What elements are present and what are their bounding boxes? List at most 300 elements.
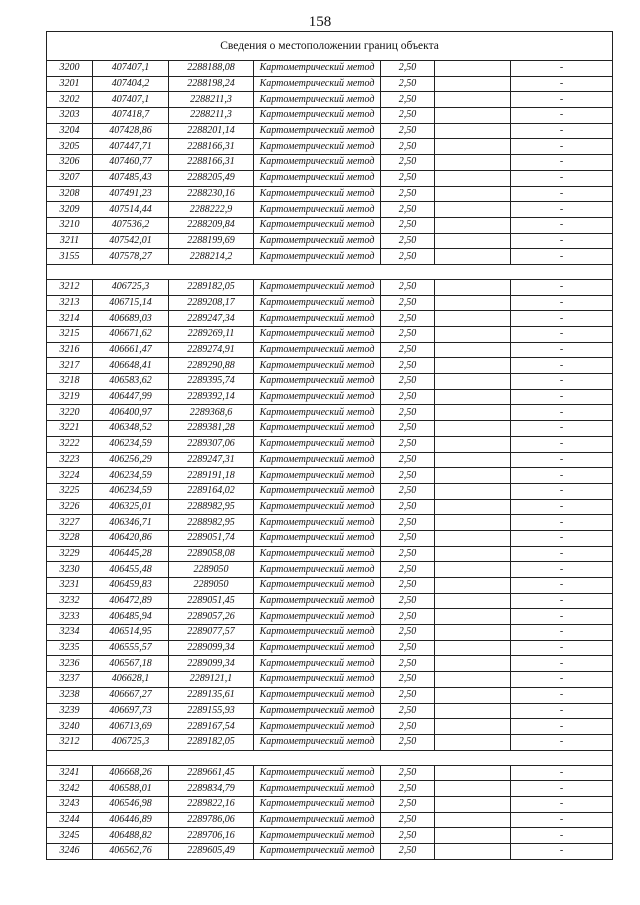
table-row [47, 578, 613, 594]
method-cell: Картометрический метод [254, 374, 381, 390]
y-coordinate-cell: 2288222,9 [169, 202, 254, 218]
extra-info-cell [435, 625, 511, 641]
table-row [47, 233, 613, 249]
note-cell: - [511, 625, 613, 641]
point-number-cell: 3217 [47, 358, 93, 374]
method-cell: Картометрический метод [254, 844, 381, 860]
point-number-cell: 3226 [47, 499, 93, 515]
method-cell: Картометрический метод [254, 703, 381, 719]
note-cell: - [511, 578, 613, 594]
y-coordinate-cell: 2289822,16 [169, 796, 254, 812]
method-cell: Картометрический метод [254, 609, 381, 625]
x-coordinate-cell: 406459,83 [93, 578, 169, 594]
accuracy-cell: 2,50 [381, 327, 435, 343]
point-number-cell: 3240 [47, 719, 93, 735]
table-row [47, 249, 613, 265]
method-cell: Картометрический метод [254, 139, 381, 155]
point-number-cell: 3228 [47, 530, 93, 546]
y-coordinate-cell: 2288198,24 [169, 76, 254, 92]
method-cell: Картометрический метод [254, 640, 381, 656]
extra-info-cell [435, 499, 511, 515]
accuracy-cell: 2,50 [381, 640, 435, 656]
note-cell: - [511, 123, 613, 139]
y-coordinate-cell: 2289605,49 [169, 844, 254, 860]
table-row [47, 374, 613, 390]
method-cell: Картометрический метод [254, 202, 381, 218]
extra-info-cell [435, 374, 511, 390]
accuracy-cell: 2,50 [381, 279, 435, 295]
point-number-cell: 3233 [47, 609, 93, 625]
x-coordinate-cell: 406562,76 [93, 844, 169, 860]
y-coordinate-cell: 2289269,11 [169, 327, 254, 343]
accuracy-cell: 2,50 [381, 358, 435, 374]
accuracy-cell: 2,50 [381, 483, 435, 499]
accuracy-cell: 2,50 [381, 734, 435, 750]
point-number-cell: 3230 [47, 562, 93, 578]
extra-info-cell [435, 515, 511, 531]
accuracy-cell: 2,50 [381, 468, 435, 484]
y-coordinate-cell: 2288166,31 [169, 155, 254, 171]
x-coordinate-cell: 406567,18 [93, 656, 169, 672]
note-cell: - [511, 844, 613, 860]
x-coordinate-cell: 406472,89 [93, 593, 169, 609]
extra-info-cell [435, 233, 511, 249]
x-coordinate-cell: 406661,47 [93, 342, 169, 358]
accuracy-cell: 2,50 [381, 436, 435, 452]
accuracy-cell: 2,50 [381, 844, 435, 860]
note-cell: - [511, 562, 613, 578]
point-number-cell: 3223 [47, 452, 93, 468]
method-cell: Картометрический метод [254, 327, 381, 343]
method-cell: Картометрический метод [254, 796, 381, 812]
extra-info-cell [435, 578, 511, 594]
extra-info-cell [435, 719, 511, 735]
y-coordinate-cell: 2289247,34 [169, 311, 254, 327]
y-coordinate-cell: 2288209,84 [169, 217, 254, 233]
y-coordinate-cell: 2288214,2 [169, 249, 254, 265]
table-row [47, 828, 613, 844]
note-cell: - [511, 202, 613, 218]
accuracy-cell: 2,50 [381, 249, 435, 265]
y-coordinate-cell: 2289381,28 [169, 421, 254, 437]
method-cell: Картометрический метод [254, 61, 381, 77]
extra-info-cell [435, 844, 511, 860]
point-number-cell: 3245 [47, 828, 93, 844]
y-coordinate-cell: 2289050 [169, 562, 254, 578]
accuracy-cell: 2,50 [381, 170, 435, 186]
method-cell: Картометрический метод [254, 562, 381, 578]
method-cell: Картометрический метод [254, 295, 381, 311]
group-separator [47, 264, 613, 279]
y-coordinate-cell: 2288166,31 [169, 139, 254, 155]
point-number-cell: 3239 [47, 703, 93, 719]
method-cell: Картометрический метод [254, 719, 381, 735]
accuracy-cell: 2,50 [381, 139, 435, 155]
point-number-cell: 3218 [47, 374, 93, 390]
accuracy-cell: 2,50 [381, 389, 435, 405]
x-coordinate-cell: 406400,97 [93, 405, 169, 421]
method-cell: Картометрический метод [254, 499, 381, 515]
note-cell: - [511, 61, 613, 77]
method-cell: Картометрический метод [254, 578, 381, 594]
x-coordinate-cell: 406713,69 [93, 719, 169, 735]
note-cell: - [511, 295, 613, 311]
y-coordinate-cell: 2289050 [169, 578, 254, 594]
point-number-cell: 3208 [47, 186, 93, 202]
y-coordinate-cell: 2289368,6 [169, 405, 254, 421]
point-number-cell: 3222 [47, 436, 93, 452]
boundary-coordinates-table [46, 31, 613, 860]
accuracy-cell: 2,50 [381, 202, 435, 218]
note-cell: - [511, 828, 613, 844]
accuracy-cell: 2,50 [381, 123, 435, 139]
method-cell: Картометрический метод [254, 468, 381, 484]
accuracy-cell: 2,50 [381, 719, 435, 735]
accuracy-cell: 2,50 [381, 781, 435, 797]
extra-info-cell [435, 279, 511, 295]
accuracy-cell: 2,50 [381, 703, 435, 719]
extra-info-cell [435, 249, 511, 265]
y-coordinate-cell: 2288205,49 [169, 170, 254, 186]
x-coordinate-cell: 407460,77 [93, 155, 169, 171]
extra-info-cell [435, 76, 511, 92]
accuracy-cell: 2,50 [381, 765, 435, 781]
x-coordinate-cell: 406485,94 [93, 609, 169, 625]
extra-info-cell [435, 452, 511, 468]
accuracy-cell: 2,50 [381, 421, 435, 437]
method-cell: Картометрический метод [254, 483, 381, 499]
extra-info-cell [435, 436, 511, 452]
y-coordinate-cell: 2288982,95 [169, 499, 254, 515]
point-number-cell: 3201 [47, 76, 93, 92]
note-cell: - [511, 170, 613, 186]
extra-info-cell [435, 593, 511, 609]
x-coordinate-cell: 407491,23 [93, 186, 169, 202]
note-cell: - [511, 249, 613, 265]
note-cell: - [511, 796, 613, 812]
extra-info-cell [435, 139, 511, 155]
x-coordinate-cell: 407485,43 [93, 170, 169, 186]
y-coordinate-cell: 2289057,26 [169, 609, 254, 625]
x-coordinate-cell: 407404,2 [93, 76, 169, 92]
method-cell: Картометрический метод [254, 515, 381, 531]
point-number-cell: 3225 [47, 483, 93, 499]
note-cell: - [511, 530, 613, 546]
extra-info-cell [435, 656, 511, 672]
note-cell: - [511, 609, 613, 625]
table-row [47, 170, 613, 186]
y-coordinate-cell: 2288211,3 [169, 92, 254, 108]
method-cell: Картометрический метод [254, 405, 381, 421]
point-number-cell: 3215 [47, 327, 93, 343]
y-coordinate-cell: 2289182,05 [169, 734, 254, 750]
x-coordinate-cell: 407542,01 [93, 233, 169, 249]
x-coordinate-cell: 406348,52 [93, 421, 169, 437]
extra-info-cell [435, 123, 511, 139]
note-cell: - [511, 405, 613, 421]
method-cell: Картометрический метод [254, 249, 381, 265]
y-coordinate-cell: 2289099,34 [169, 656, 254, 672]
table-row [47, 781, 613, 797]
table-row [47, 687, 613, 703]
x-coordinate-cell: 406555,57 [93, 640, 169, 656]
table-title-row [47, 32, 613, 61]
note-cell: - [511, 703, 613, 719]
note-cell: - [511, 656, 613, 672]
note-cell: - [511, 546, 613, 562]
y-coordinate-cell: 2288230,16 [169, 186, 254, 202]
y-coordinate-cell: 2289099,34 [169, 640, 254, 656]
method-cell: Картометрический метод [254, 358, 381, 374]
table-row [47, 92, 613, 108]
x-coordinate-cell: 406725,3 [93, 279, 169, 295]
accuracy-cell: 2,50 [381, 593, 435, 609]
x-coordinate-cell: 407407,1 [93, 92, 169, 108]
accuracy-cell: 2,50 [381, 515, 435, 531]
accuracy-cell: 2,50 [381, 625, 435, 641]
note-cell: - [511, 217, 613, 233]
point-number-cell: 3236 [47, 656, 93, 672]
y-coordinate-cell: 2288211,3 [169, 108, 254, 124]
method-cell: Картометрический метод [254, 436, 381, 452]
table-row [47, 311, 613, 327]
table-row [47, 295, 613, 311]
method-cell: Картометрический метод [254, 765, 381, 781]
y-coordinate-cell: 2289290,88 [169, 358, 254, 374]
table-row [47, 217, 613, 233]
table-row [47, 656, 613, 672]
point-number-cell: 3206 [47, 155, 93, 171]
method-cell: Картометрический метод [254, 217, 381, 233]
note-cell: - [511, 421, 613, 437]
y-coordinate-cell: 2289051,74 [169, 530, 254, 546]
extra-info-cell [435, 92, 511, 108]
y-coordinate-cell: 2289167,54 [169, 719, 254, 735]
accuracy-cell: 2,50 [381, 672, 435, 688]
accuracy-cell: 2,50 [381, 578, 435, 594]
accuracy-cell: 2,50 [381, 405, 435, 421]
accuracy-cell: 2,50 [381, 233, 435, 249]
point-number-cell: 3227 [47, 515, 93, 531]
accuracy-cell: 2,50 [381, 828, 435, 844]
x-coordinate-cell: 406689,03 [93, 311, 169, 327]
separator-cell [47, 750, 613, 765]
table-row [47, 123, 613, 139]
note-cell: - [511, 311, 613, 327]
extra-info-cell [435, 609, 511, 625]
point-number-cell: 3232 [47, 593, 93, 609]
point-number-cell: 3224 [47, 468, 93, 484]
accuracy-cell: 2,50 [381, 796, 435, 812]
x-coordinate-cell: 406715,14 [93, 295, 169, 311]
note-cell: - [511, 342, 613, 358]
note-cell: - [511, 640, 613, 656]
note-cell: - [511, 139, 613, 155]
note-cell: - [511, 436, 613, 452]
separator-cell [47, 264, 613, 279]
table-row [47, 812, 613, 828]
extra-info-cell [435, 812, 511, 828]
x-coordinate-cell: 406256,29 [93, 452, 169, 468]
table-row [47, 108, 613, 124]
point-number-cell: 3219 [47, 389, 93, 405]
point-number-cell: 3234 [47, 625, 93, 641]
method-cell: Картометрический метод [254, 186, 381, 202]
point-number-cell: 3203 [47, 108, 93, 124]
y-coordinate-cell: 2289392,14 [169, 389, 254, 405]
extra-info-cell [435, 672, 511, 688]
method-cell: Картометрический метод [254, 421, 381, 437]
y-coordinate-cell: 2289155,93 [169, 703, 254, 719]
x-coordinate-cell: 406234,59 [93, 436, 169, 452]
method-cell: Картометрический метод [254, 92, 381, 108]
note-cell: - [511, 108, 613, 124]
table-row [47, 483, 613, 499]
accuracy-cell: 2,50 [381, 609, 435, 625]
table-row [47, 279, 613, 295]
extra-info-cell [435, 546, 511, 562]
method-cell: Картометрический метод [254, 108, 381, 124]
accuracy-cell: 2,50 [381, 562, 435, 578]
method-cell: Картометрический метод [254, 672, 381, 688]
method-cell: Картометрический метод [254, 812, 381, 828]
y-coordinate-cell: 2289786,06 [169, 812, 254, 828]
extra-info-cell [435, 421, 511, 437]
accuracy-cell: 2,50 [381, 186, 435, 202]
table-row [47, 703, 613, 719]
table-row [47, 468, 613, 484]
method-cell: Картометрический метод [254, 123, 381, 139]
method-cell: Картометрический метод [254, 311, 381, 327]
table-row [47, 358, 613, 374]
table-row [47, 640, 613, 656]
extra-info-cell [435, 108, 511, 124]
y-coordinate-cell: 2289135,61 [169, 687, 254, 703]
note-cell: - [511, 279, 613, 295]
table-row [47, 202, 613, 218]
table-row [47, 796, 613, 812]
extra-info-cell [435, 170, 511, 186]
point-number-cell: 3212 [47, 279, 93, 295]
y-coordinate-cell: 2289661,45 [169, 765, 254, 781]
table-row [47, 436, 613, 452]
method-cell: Картометрический метод [254, 279, 381, 295]
table-row [47, 499, 613, 515]
note-cell: - [511, 781, 613, 797]
point-number-cell: 3204 [47, 123, 93, 139]
note-cell: - [511, 76, 613, 92]
point-number-cell: 3155 [47, 249, 93, 265]
table-row [47, 421, 613, 437]
x-coordinate-cell: 406325,01 [93, 499, 169, 515]
extra-info-cell [435, 342, 511, 358]
method-cell: Картометрический метод [254, 452, 381, 468]
table-row [47, 405, 613, 421]
method-cell: Картометрический метод [254, 546, 381, 562]
extra-info-cell [435, 61, 511, 77]
extra-info-cell [435, 389, 511, 405]
extra-info-cell [435, 562, 511, 578]
method-cell: Картометрический метод [254, 625, 381, 641]
extra-info-cell [435, 687, 511, 703]
y-coordinate-cell: 2289834,79 [169, 781, 254, 797]
extra-info-cell [435, 765, 511, 781]
extra-info-cell [435, 295, 511, 311]
table-row [47, 672, 613, 688]
x-coordinate-cell: 406420,86 [93, 530, 169, 546]
method-cell: Картометрический метод [254, 170, 381, 186]
table-row [47, 389, 613, 405]
accuracy-cell: 2,50 [381, 61, 435, 77]
method-cell: Картометрический метод [254, 342, 381, 358]
note-cell: - [511, 593, 613, 609]
x-coordinate-cell: 407447,71 [93, 139, 169, 155]
note-cell: - [511, 499, 613, 515]
note-cell: - [511, 687, 613, 703]
method-cell: Картометрический метод [254, 76, 381, 92]
note-cell: - [511, 812, 613, 828]
y-coordinate-cell: 2289208,17 [169, 295, 254, 311]
table-row [47, 342, 613, 358]
table-row [47, 844, 613, 860]
x-coordinate-cell: 406488,82 [93, 828, 169, 844]
note-cell: - [511, 468, 613, 484]
extra-info-cell [435, 530, 511, 546]
point-number-cell: 3211 [47, 233, 93, 249]
method-cell: Картометрический метод [254, 734, 381, 750]
y-coordinate-cell: 2288188,08 [169, 61, 254, 77]
note-cell: - [511, 374, 613, 390]
x-coordinate-cell: 406668,26 [93, 765, 169, 781]
point-number-cell: 3220 [47, 405, 93, 421]
table-row [47, 155, 613, 171]
accuracy-cell: 2,50 [381, 546, 435, 562]
note-cell: - [511, 389, 613, 405]
table-row [47, 515, 613, 531]
extra-info-cell [435, 327, 511, 343]
method-cell: Картометрический метод [254, 828, 381, 844]
x-coordinate-cell: 407428,86 [93, 123, 169, 139]
accuracy-cell: 2,50 [381, 155, 435, 171]
extra-info-cell [435, 311, 511, 327]
accuracy-cell: 2,50 [381, 656, 435, 672]
table-row [47, 452, 613, 468]
extra-info-cell [435, 186, 511, 202]
x-coordinate-cell: 406697,73 [93, 703, 169, 719]
x-coordinate-cell: 406588,01 [93, 781, 169, 797]
x-coordinate-cell: 406628,1 [93, 672, 169, 688]
note-cell: - [511, 233, 613, 249]
extra-info-cell [435, 405, 511, 421]
point-number-cell: 3207 [47, 170, 93, 186]
extra-info-cell [435, 734, 511, 750]
accuracy-cell: 2,50 [381, 687, 435, 703]
x-coordinate-cell: 407514,44 [93, 202, 169, 218]
note-cell: - [511, 186, 613, 202]
y-coordinate-cell: 2289247,31 [169, 452, 254, 468]
extra-info-cell [435, 796, 511, 812]
x-coordinate-cell: 406648,41 [93, 358, 169, 374]
y-coordinate-cell: 2289395,74 [169, 374, 254, 390]
accuracy-cell: 2,50 [381, 108, 435, 124]
table-row [47, 625, 613, 641]
table-row [47, 765, 613, 781]
point-number-cell: 3237 [47, 672, 93, 688]
note-cell: - [511, 483, 613, 499]
accuracy-cell: 2,50 [381, 76, 435, 92]
table-row [47, 734, 613, 750]
extra-info-cell [435, 358, 511, 374]
